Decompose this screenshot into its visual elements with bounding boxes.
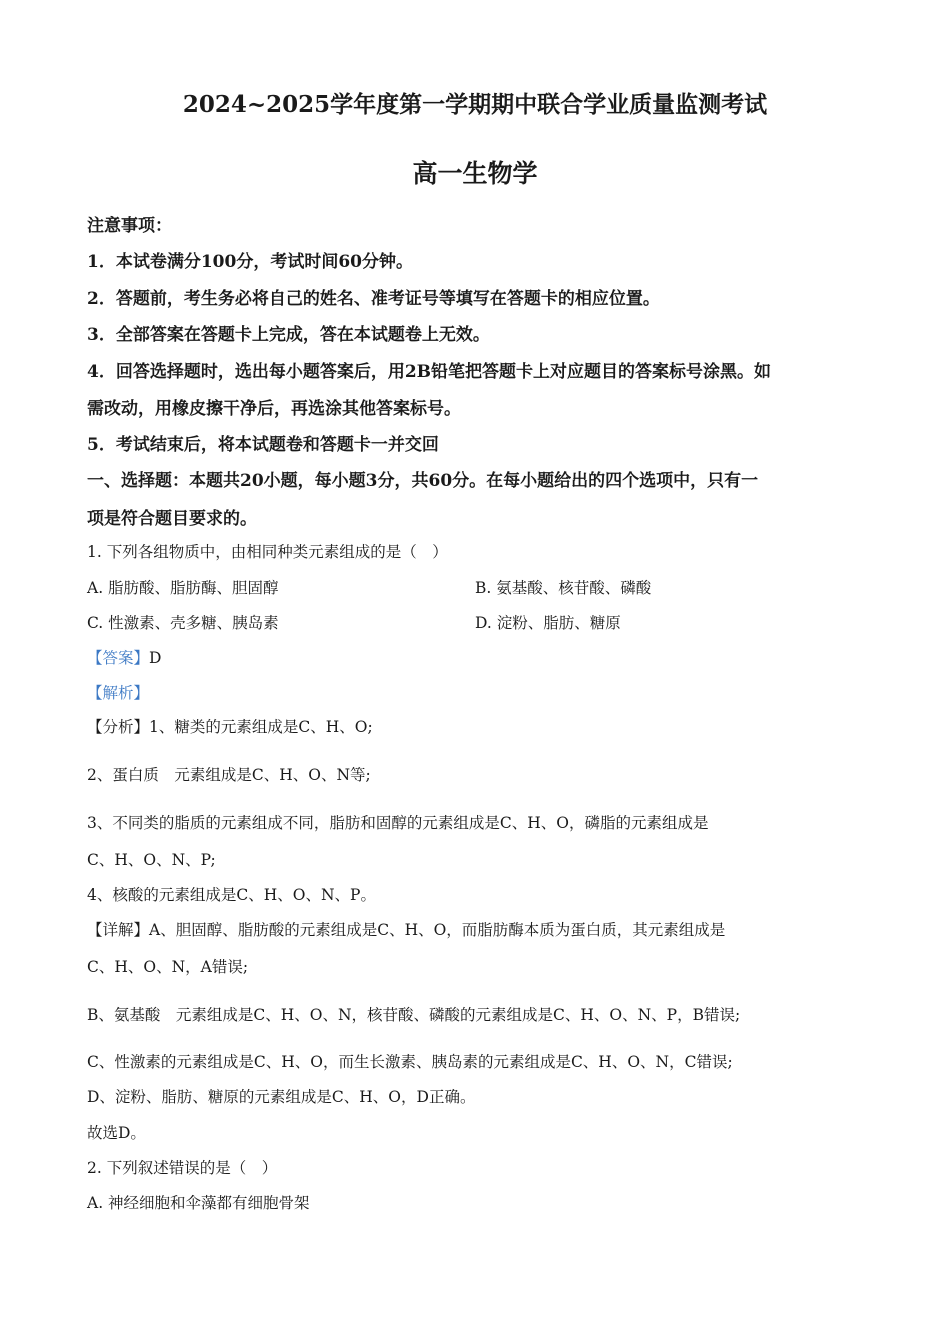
fenxi-text: 1、糖类的元素组成是C、H、O;: [149, 718, 373, 736]
analysis-tag: 【解析】: [87, 684, 150, 702]
q1-option-b: B. 氨基酸、核苷酸、磷酸: [475, 579, 652, 597]
notice-item: 5．考试结束后，将本试题卷和答题卡一并交回: [87, 435, 439, 455]
fenxi-line: 2、蛋白质 元素组成是C、H、O、N等;: [87, 766, 371, 784]
fenxi-line: C、H、O、N、P;: [87, 851, 216, 869]
q1-fenxi: [87, 715, 373, 737]
detail-line: C、H、O、N，A错误;: [87, 958, 249, 976]
notice-item: 1．本试卷满分100分，考试时间60分钟。: [87, 252, 413, 272]
fenxi-tag: 【分析】: [87, 718, 150, 736]
q1-answer: [87, 646, 161, 668]
answer-value: D: [149, 649, 162, 667]
notice-item: 2．答题前，考生务必将自己的姓名、准考证号等填写在答题卡的相应位置。: [87, 289, 660, 309]
detail-line: 故选D。: [87, 1124, 146, 1142]
fenxi-line: 3、不同类的脂质的元素组成不同，脂肪和固醇的元素组成是C、H、O，磷脂的元素组成是: [87, 814, 709, 832]
notice-item: 3．全部答案在答题卡上完成，答在本试题卷上无效。: [87, 325, 490, 345]
q2-option-a: A. 神经细胞和伞藻都有细胞骨架: [87, 1194, 310, 1212]
exam-title: 2024~2025学年度第一学期期中联合学业质量监测考试: [182, 91, 768, 118]
q1-option-c: C. 性激素、壳多糖、胰岛素: [87, 614, 279, 632]
section-heading: 一、选择题：本题共20小题，每小题3分，共60分。在每小题给出的四个选项中，只有一: [87, 471, 759, 491]
notice-item: 需改动，用橡皮擦干净后，再选涂其他答案标号。: [87, 399, 461, 419]
answer-tag: 【答案】: [87, 649, 150, 667]
question-1-stem: 1. 下列各组物质中，由相同种类元素组成的是（ ）: [87, 543, 448, 561]
subject-title: 高一生物学: [412, 159, 538, 188]
notice-heading: 注意事项：: [87, 216, 172, 236]
detail-line: C、性激素的元素组成是C、H、O，而生长激素、胰岛素的元素组成是C、H、O、N，C错误;: [87, 1053, 733, 1071]
xiangjie-text: A、胆固醇、脂肪酸的元素组成是C、H、O，而脂肪酶本质为蛋白质，其元素组成是: [149, 921, 726, 939]
q1-xiangjie: [87, 918, 725, 940]
detail-line: B、氨基酸 元素组成是C、H、O、N，核苷酸、磷酸的元素组成是C、H、O、N、P，B错误;: [87, 1006, 741, 1024]
fenxi-line: 4、核酸的元素组成是C、H、O、N、P。: [87, 886, 376, 904]
xiangjie-tag: 【详解】: [87, 921, 150, 939]
detail-line: D、淀粉、脂肪、糖原的元素组成是C、H、O，D正确。: [87, 1088, 476, 1106]
q1-option-a: A. 脂肪酸、脂肪酶、胆固醇: [87, 579, 279, 597]
q1-option-d: D. 淀粉、脂肪、糖原: [475, 614, 621, 632]
section-heading-cont: 项是符合题目要求的。: [87, 509, 257, 529]
notice-item: 4．回答选择题时，选出每小题答案后，用2B铅笔把答题卡上对应题目的答案标号涂黑。如: [87, 362, 772, 382]
question-2-stem: 2. 下列叙述错误的是（ ）: [87, 1159, 278, 1177]
